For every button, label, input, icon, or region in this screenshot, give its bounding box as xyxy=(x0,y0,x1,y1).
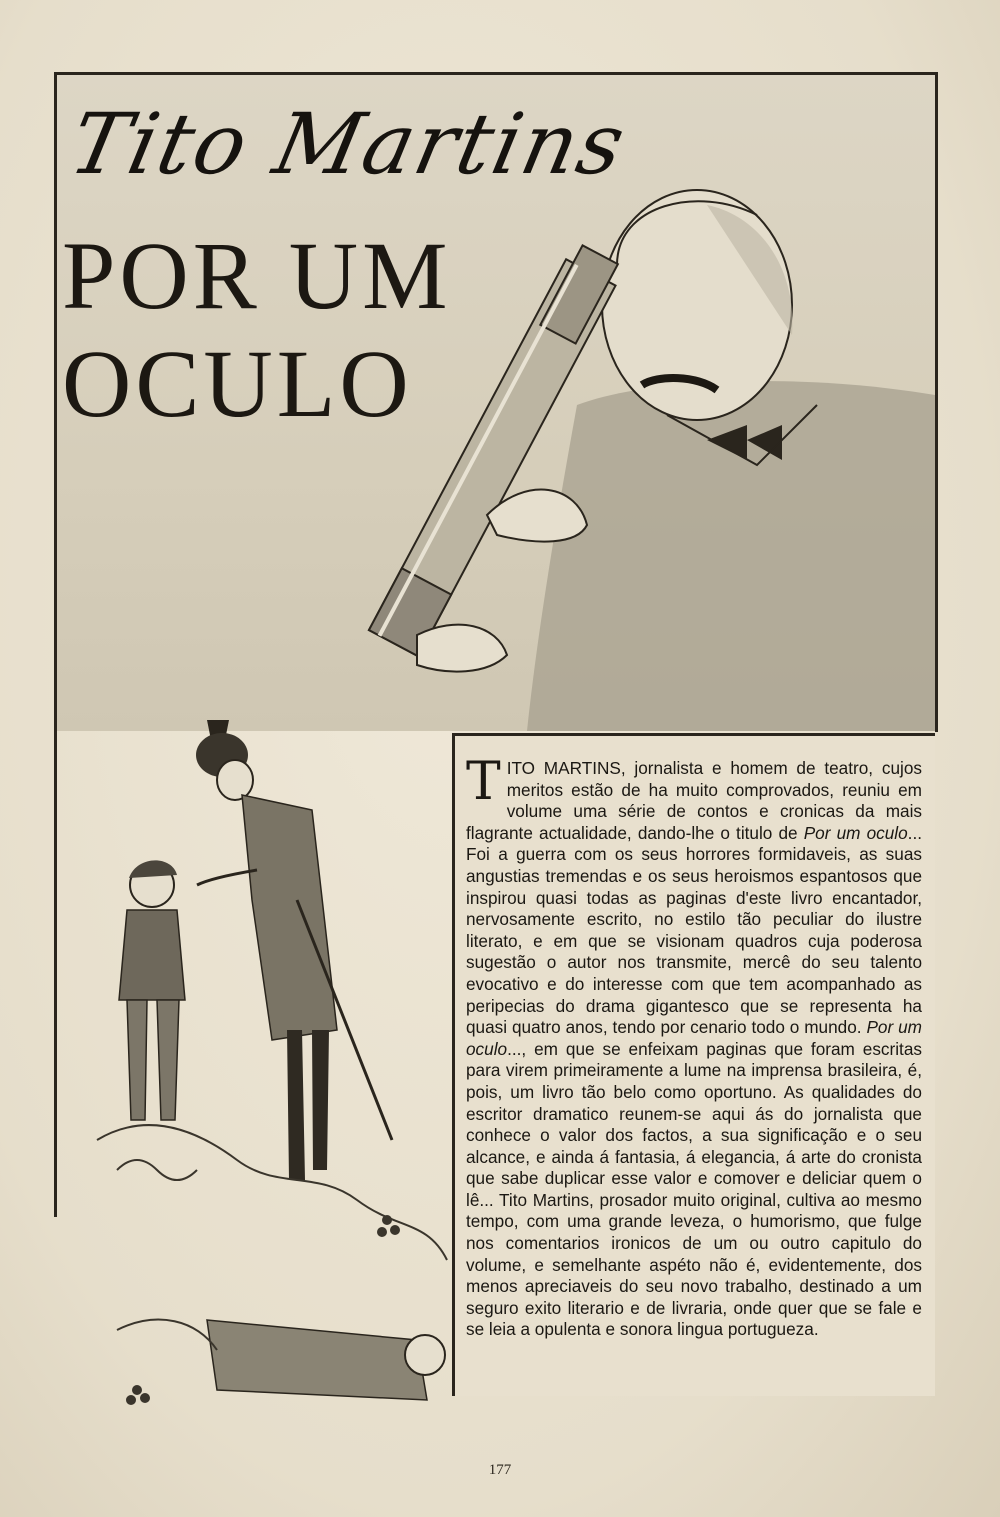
frame-top-rule xyxy=(54,72,938,75)
soldier-and-boy-illustration xyxy=(57,700,452,1445)
paragraph-part-1: , jornalista e homem de teatro, cujos meritos estão de ha muito comprovados, reuniu em volume uma série de contos e cronicas da mais flagrante actualidade, dando-lhe o titulo de xyxy=(466,758,922,843)
title-line-1: POR UM xyxy=(62,222,452,329)
book-title-reference-2: Por um oculo xyxy=(466,1017,922,1059)
book-title-reference-1: Por um oculo xyxy=(803,822,908,843)
drop-cap: T xyxy=(466,752,501,812)
title-line-2: OCULO xyxy=(62,330,413,437)
paragraph-part-2: ... Foi a guerra com os seus horrores formidaveis, as suas angustias tremendas e os seus heroismos espantosos que inspirou quasi todas as paginas d'este livro encantador, nervosamente escrito, no estilo tão peculiar do ilustre literato, e em que se visionam quadros cuja poderosa sugestão o autor nos transmite, mercê do seu talento evocativo e do interesse com que tem acompanhado as peripecias do drama gigantesco que se representa ha quasi quatro anos, tendo por cenario todo o mundo. xyxy=(466,822,922,1038)
soldier-boy-drawing xyxy=(57,700,452,1445)
lead-small-caps: ITO MARTINS xyxy=(506,758,621,778)
paragraph-part-3: ..., em que se enfeixam paginas que foram escritas para virem primeiramente a lume na imprensa brasileira, é, pois, um livro tão belo como oportuno. As qualidades do escritor dramatico reunem-se aqui ás do jornalista que conhece o valor dos factos, a sua significação e o seu alcance, e ainda á fantasia, á elegancia, á arte do cronista que sabe duplicar esse valor e comover e deliciar quem o lê... Tito Martins, prosador muito original, cultiva ao mesmo tempo, com uma grande leveza, o humorismo, que fulge nos comentarios ironicos de um ou outro capitulo do volume, e semelhante aspéto não é, evidentemente, dos menos apreciaveis do seu novo trabalho, destinado a um seguro exito literario e de livraria, onde quer que se fale e se leia a opulenta e sonora lingua portugueza. xyxy=(466,1038,922,1340)
article-body xyxy=(466,752,922,1341)
page-number: 177 xyxy=(488,1462,512,1478)
frame-right-rule xyxy=(935,72,938,732)
author-script-title: Tito Martins xyxy=(61,95,635,193)
